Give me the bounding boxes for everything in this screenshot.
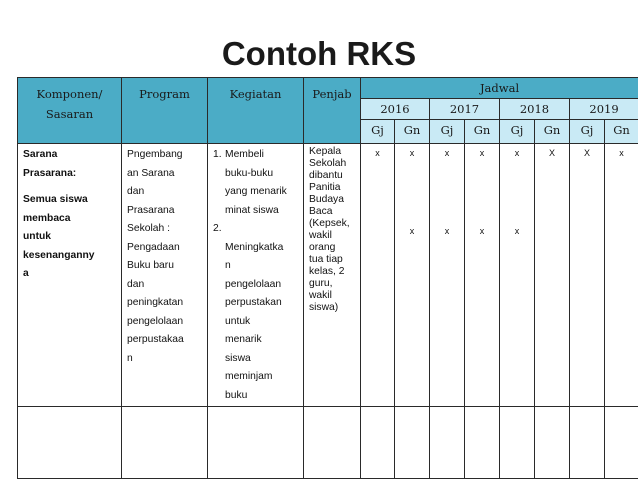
sasaran-line: kesenanganny [23,249,95,261]
penjab-line: Kepala [309,146,342,157]
penjab-line: Sekolah [309,158,347,169]
penjab-line: siswa) [309,302,339,313]
header-semester: Gj [500,120,535,144]
header-kegiatan: Kegiatan [208,78,304,144]
empty-cell [465,407,500,479]
cell-penjab [304,144,361,407]
penjab-line: guru, [309,278,333,289]
kegiatan-line: n [225,260,231,271]
schedule-mark: x [619,148,624,158]
penjab-line: tua tiap [309,254,343,265]
penjab-line: wakil [309,290,332,301]
schedule-cell [465,144,500,407]
penjab-line: orang [309,242,336,253]
penjab-line: dibantu [309,170,343,181]
cell-kegiatan [208,144,304,407]
kegiatan-line: perpustakan [225,297,282,308]
rks-table [17,77,638,479]
header-semester: Gn [395,120,430,144]
penjab-line: wakil [309,230,332,241]
header-komponen [18,78,122,144]
program-line: an Sarana [127,167,175,179]
header-jadwal: Jadwal [361,78,638,99]
schedule-cell [361,144,395,407]
program-line: dan [127,186,145,197]
schedule-mark: x [409,226,415,236]
program-line: dan [127,278,145,290]
empty-cell [535,407,570,479]
program-line: Prasarana [127,204,175,216]
schedule-mark: x [444,148,450,158]
header-year-2016: 2016 [361,99,430,120]
program-line: Pengadaan [127,241,180,253]
page-title: Contoh RKS [221,35,417,72]
header-komponen-line2: Sasaran [45,107,94,121]
schedule-cell [605,144,638,407]
header-semester: Gj [361,120,395,144]
schedule-mark: x [514,226,520,236]
program-line: Pngembang [127,149,183,160]
empty-cell [304,407,361,479]
kegiatan-line: Membeli [225,149,264,160]
header-program: Program [122,78,208,144]
empty-cell [395,407,430,479]
empty-cell [208,407,304,479]
sasaran-line: untuk [23,231,52,242]
kegiatan-line: minat siswa [225,204,279,216]
komponen-line: Prasarana: [23,167,77,179]
kegiatan-line: buku [225,389,248,401]
schedule-cell [535,144,570,407]
header-semester: Gn [535,120,570,144]
empty-cell [605,407,638,479]
komponen-line: Sarana [23,149,58,160]
schedule-mark: x [514,148,520,158]
program-line: peningkatan [127,297,184,308]
header-semester: Gj [430,120,465,144]
program-line: Buku baru [127,260,174,271]
kegiatan-line: untuk [225,315,251,327]
schedule-cell [430,144,465,407]
schedule-mark: x [409,148,415,158]
schedule-mark: x [479,148,485,158]
penjab-line: Baca [309,206,333,217]
schedule-cell [570,144,605,407]
header-penjab: Penjab [304,78,361,144]
header-komponen-line1: Komponen/ [36,87,103,101]
sasaran-line: membaca [23,212,71,224]
header-year-2018: 2018 [500,99,570,120]
program-line: pengelolaan [127,315,184,327]
empty-cell [18,407,122,479]
penjab-line: Panitia [309,182,341,193]
kegiatan-number: 2. [213,223,222,234]
schedule-cell [500,144,535,407]
cell-komponen [18,144,122,407]
schedule-cell [395,144,430,407]
schedule-mark: X [548,148,555,158]
penjab-line: Budaya [309,194,344,205]
kegiatan-line: meminjam [225,371,273,382]
header-semester: Gj [570,120,605,144]
program-line: perpustakaa [127,334,184,345]
schedule-mark: X [583,148,590,158]
sasaran-line: Semua siswa [23,194,88,205]
kegiatan-line: siswa [225,352,251,364]
schedule-mark: x [375,148,380,158]
cell-program [122,144,208,407]
kegiatan-line: Meningkatka [225,241,284,253]
empty-cell [361,407,395,479]
program-line: n [127,352,133,364]
kegiatan-number: 1. [213,149,222,160]
penjab-line: kelas, 2 [309,266,345,277]
program-line: Sekolah : [127,223,170,234]
kegiatan-line: menarik [225,334,262,345]
header-semester: Gn [605,120,638,144]
empty-cell [122,407,208,479]
kegiatan-line: buku-buku [225,167,274,179]
empty-cell [430,407,465,479]
schedule-mark: x [479,226,485,236]
schedule-mark: x [444,226,450,236]
empty-cell [570,407,605,479]
sasaran-line: a [23,268,29,279]
empty-cell [500,407,535,479]
header-semester: Gn [465,120,500,144]
kegiatan-line: yang menarik [225,186,287,197]
penjab-line: (Kepsek, [309,218,350,229]
header-year-2017: 2017 [430,99,500,120]
header-year-2019: 2019 [570,99,638,120]
kegiatan-line: pengelolaan [225,278,282,290]
